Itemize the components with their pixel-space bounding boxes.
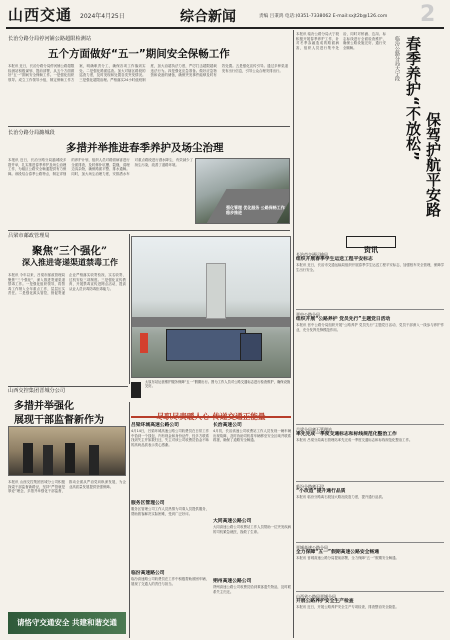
feature-item-body: 大同高速公路公司收费站工作人员帮助一位突发疾病的司机紧急就医，挽救了生命。 [213,525,291,534]
feature-item-title: 长治高速公司 [213,423,242,428]
feature-section [131,404,291,638]
road-photo-top [195,158,290,224]
slogan-text: 请恪守交通安全 共建和谐交通 [16,618,118,627]
masthead-logo: 山西交通 [8,6,73,24]
brief-title: 率先完成一季度交通标志和标线规范化整治工作 [296,432,397,437]
article-middle [8,233,128,373]
feature-banner-text: 尽职尽责暖人心 传递交通正能量 [156,412,266,421]
feature-item [213,578,291,636]
feature-item [213,518,291,578]
pylon [206,263,226,319]
slogan-strip [8,612,126,634]
article-middle-body: 本报讯 今年以来，吕梁市邮政管理局聚焦“三个强化”，深入推进寄递渠道禁毒工作。一是强化组织领导，将禁毒工作纳入全年重点工作，层层压实责任。二是强化源头管控，督促寄递企业严格落实收寄验视、实名收寄、过机安检三项制度。三是强化宣传教育，开展禁毒宣传进网点活动，提高从业人员识毒防毒拒毒能力。 [8,273,126,296]
feature-item-body: 4月14日，吕梁环城高速公路公司收费员在日常工作中拾到一个钱包，内有现金和身份证件，经多方联系找到失主并如数归还，失主对该公司收费员拾金不昧的高尚品质表示衷心感谢。 [131,429,209,447]
article-bottom-left-title-1: 多措并举强化 [14,401,74,412]
brief-source: 临汾分路离石段 [296,484,324,489]
sidebar-feature-body: 本报讯 临汾公路分局大宁段积极开展春季养护工作，针对冬季冻融造成的路面病害，组织人员进行集中处治，同时对桥涵、边沟、标志标线进行全面检查维护，确保公路设施完好、通行安全顺畅。 [296,32,386,50]
brief-item [296,545,444,589]
feature-item-title: 大同高速公路公司 [213,519,252,524]
article-bottom-left-title-2: 展现干部监督新作为 [14,415,104,426]
article-bottom-left [8,388,128,638]
brief-body: 本报讯 晋中公路分局组织开展“公路养护 党员先行”主题党日活动，党员干部深入一线参与养护作业，充分发挥先锋模范作用。 [296,323,444,332]
briefs-header [346,236,396,254]
feature-item-body: 服务区管理公司工作人员热情为司乘人员提供服务，帮助旅客解决实际困难，受到广泛好评。 [131,507,209,516]
brief-title: 全力保障“五一”假期高速公路安全畅通 [296,550,380,555]
feature-item [213,422,291,518]
article-top-title: 五个方面做好“五一”期间安全保畅工作 [48,48,230,60]
brief-item [296,594,444,638]
article-middle-title-1: 聚焦“三个强化” [32,245,108,257]
person-figure [43,445,53,475]
feature-item-body: 朔州高速公路公司收费员拾到乘客遗失物品，及时联系失主归还。 [213,585,291,594]
brief-body: 本报讯 吕梁分局离石管理站率先完成一季度交通标志和标线规范化整治工作。 [296,438,413,442]
article-second-title: 多措并举推进春季养护及场尘治理 [66,142,224,154]
article-second-body: 本报讯 近日，长治分路分局潞城段多措并举，扎实推进春季养护及场尘治理工作，为辖区公路安全畅通提供有力保障。该段结合春季公路特点，制定详细的养护计划，组织人员对路面病害进行全面排查，及时修补坑槽、裂缝，清理边沟杂物，确保路面平整、排水通畅。同时，加大场尘治理力度，安排洒水车对重点路段进行洒水降尘，有效减少了扬尘污染，改善了道路环境。 [8,158,193,176]
person-figure [65,443,75,473]
briefs-column [296,236,446,638]
person-figure [89,445,99,475]
photo-middle-caption-box [131,380,291,402]
meeting-photo [8,426,126,476]
sidebar-feature-title-1: 春季养护“不放松” [404,36,422,161]
brief-source: 长治市交通运输局 [296,252,328,257]
sidebar-feature-kicker: 临汾公路分局大宁段 [394,36,400,81]
photo-middle-caption: 太原东站运营维护服务保障“五一”假期出行。图为工作人员对公路交通标志进行检查维护，确保设施完好。 [145,380,291,389]
article-top-body: 本报讯 近日，长治分路分局停河铺公路超限检测站积极谋划、提前部署，从五个方面做好“五一”期间安全保畅工作。一是强化组织领导。成立工作领导小组，制定保畅工作方案，明确职责分工，确保各项工作落到实处。二是强化路面巡查。加大对辖区路段的巡查力度，及时发现和处置各类突发情况。三是强化超限治理。严格落实24小时值班制度，加大治超执法力度，严厉打击超限超载违法行为。四是强化应急准备。做好应急物资和设备的储备，确保突发事件能够及时有效处置。五是强化宣传引导。通过多种渠道发布出行信息，引导公众合理安排出行。 [8,64,288,82]
article-top-kicker: 长治分路分局停河铺公路超限检测站 [8,36,92,42]
brief-body: 本报讯 临汾分路离石段加大路况改造力度，提升通行品质。 [296,495,386,499]
brief-title: 开展公路养护安全生产检查 [296,599,354,604]
feature-item-title: 朔州高速公路公司 [213,579,252,584]
feature-item-title: 吕梁环城高速公路公司 [131,423,179,428]
brief-source: 晋中公路分局 [296,312,320,317]
section-title: 综合新闻 [180,9,236,25]
feature-col-2 [213,422,291,638]
brief-item [296,252,444,308]
brief-source: 晋城高速公路分局 [296,545,328,550]
brief-body: 本报讯 晋城高速公路分局提前部署，全力保障“五一”假期安全畅通。 [296,556,399,560]
article-second-kicker: 长治分路分局潞城段 [8,130,55,136]
brief-body: 本报讯 近日，开展公路养护安全生产专项检查，排查整治安全隐患。 [296,605,399,609]
editor-contacts: 责编 吕秉鸿 电话:(0351-7338062 E-mail:sxjt2b@126.com [259,14,388,19]
truck-cab [240,333,262,361]
photo-top-caption: 强化管理 优化服务 公路保畅工作稳步推进 [226,205,285,215]
article-bottom-left-body: 本报讯 山西交控集团晋城分公司积极探索干部监督新路径，坚持“严管就是厚爱”理念，多措并举强化干部监督，推动全面从严治党向纵深发展，为企业高质量发展提供坚强保障。 [8,480,126,494]
feature-item-title: 临汾高速路公司 [131,571,165,576]
brief-item [296,312,444,422]
feature-item-body: 临汾高速路公司收费员在工作中积极帮助被困车辆，展现了交通人的责任与担当。 [131,577,209,586]
person-figure [23,443,33,473]
feature-item [131,422,209,500]
feature-item-title: 服务区管理公司 [131,501,165,506]
page-number: 2 [420,2,436,27]
caption-marker [131,382,141,398]
brief-title: “小改造”提升通行品质 [296,489,346,494]
brief-title: 组织开展“公路养护 党员先行”主题党日活动 [296,317,391,322]
bridge-photo [131,236,291,378]
issue-date: 2024年4月25日 [80,13,125,20]
brief-item [296,427,444,479]
briefs-header-label: 资讯 [364,246,378,254]
article-bottom-left-kicker: 山西交控集团晋城分公司 [8,388,66,394]
brief-body: 本报讯 近日，长治市交通运输局组织开展春季学生运送工程平安标志，加强校车安全管理，保障学生出行安全。 [296,263,444,272]
sidebar-feature [296,32,446,232]
sidebar-feature-title-2: 保驾护航平安路 [424,112,442,217]
worker-figure [140,333,148,353]
article-middle-title-2: 深入推进寄递渠道禁毒工作 [22,258,118,267]
brief-item [296,484,444,540]
feature-item [131,570,209,636]
feature-col-1 [131,422,209,638]
masthead [0,0,450,30]
brief-title: 组织开展春季学生运送工程平安标志 [296,257,373,262]
article-middle-kicker: 吕梁市邮政管理局 [8,233,50,239]
brief-source: 山西省公路局晋城分局 [296,594,336,599]
truck-body [166,329,246,361]
feature-item-body: 4月初，长治高速公司收费站工作人员发现一辆车辆出现故障，及时协助司机将车辆移至安全区域并联系救援，确保了道路安全畅通。 [213,429,291,443]
article-top [8,34,288,124]
feature-banner [131,404,291,421]
feature-item [131,500,209,570]
brief-source: 吕梁分局离石管理站 [296,427,332,432]
